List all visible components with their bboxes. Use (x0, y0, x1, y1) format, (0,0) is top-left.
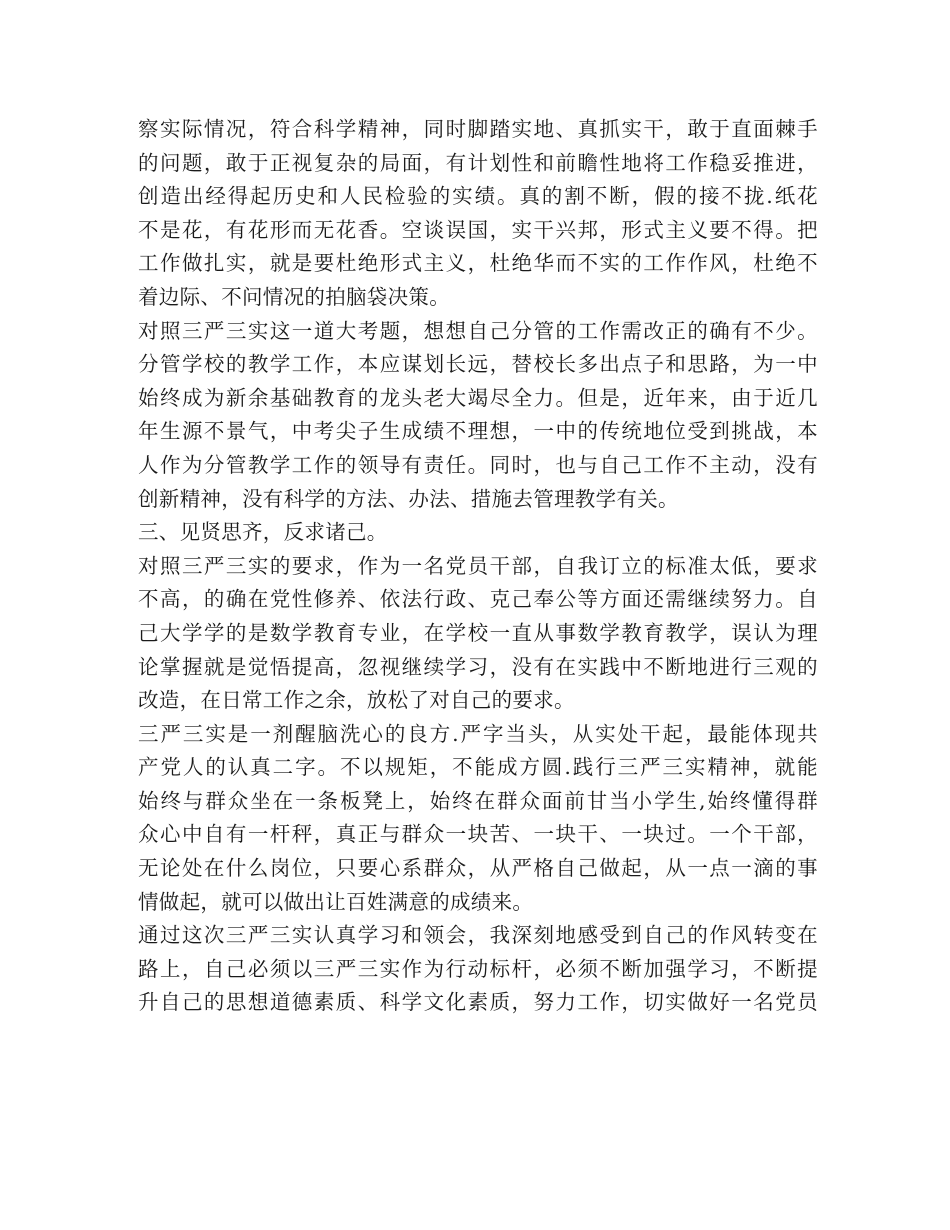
text-line: 改造，在日常工作之余，放松了对自己的要求。 (138, 688, 575, 713)
text-line: 通过这次三严三实认真学习和领会，我深刻地感受到自己的作风转变在 (138, 923, 818, 948)
document-body-text (138, 113, 818, 1020)
text-line: 情做起，就可以做出让百姓满意的成绩来。 (138, 889, 534, 914)
text-line: 分管学校的教学工作，本应谋划长远，替校长多出点子和思路，为一中 (138, 352, 818, 377)
text-line: 路上，自己必须以三严三实作为行动标杆，必须不断加强学习，不断提 (138, 956, 818, 981)
document-page (138, 113, 818, 1020)
text-line: 三、见贤思齐，反求诸己。 (138, 520, 388, 545)
text-line: 三严三实是一剂醒脑洗心的良方.严字当头，从实处干起，最能体现共 (138, 721, 818, 746)
text-line: 年生源不景气，中考尖子生成绩不理想，一中的传统地位受到挑战，本 (138, 419, 818, 444)
text-line: 己大学学的是数学教育专业，在学校一直从事数学教育教学，误认为理 (138, 620, 818, 645)
text-line: 创造出经得起历史和人民检验的实绩。真的割不断，假的接不拢.纸花 (138, 184, 818, 209)
text-line: 察实际情况，符合科学精神，同时脚踏实地、真抓实干，敢于直面棘手 (138, 117, 818, 141)
text-line: 对照三严三实这一道大考题，想想自己分管的工作需改正的确有不少。 (138, 318, 818, 343)
text-line: 对照三严三实的要求，作为一名党员干部，自我订立的标准太低，要求 (138, 553, 818, 578)
text-line: 创新精神，没有科学的方法、办法、措施去管理教学有关。 (138, 486, 679, 511)
text-line: 的问题，敢于正视复杂的局面，有计划性和前瞻性地将工作稳妥推进， (138, 150, 818, 175)
text-line: 人作为分管教学工作的领导有责任。同时，也与自己工作不主动，没有 (138, 452, 818, 477)
text-line: 产党人的认真二字。不以规矩，不能成方圆.践行三严三实精神，就能 (138, 755, 818, 780)
text-line: 不是花，有花形而无花香。空谈误国，实干兴邦，形式主义要不得。把 (138, 217, 818, 242)
text-line: 始终成为新余基础教育的龙头老大竭尽全力。但是，近年来，由于近几 (138, 385, 818, 410)
text-line: 众心中自有一杆秤，真正与群众一块苦、一块干、一块过。一个干部， (138, 822, 818, 847)
text-line: 不高，的确在党性修养、依法行政、克己奉公等方面还需继续努力。自 (138, 587, 818, 612)
text-line: 升自己的思想道德素质、科学文化素质，努力工作，切实做好一名党员 (138, 990, 818, 1015)
text-line: 论掌握就是觉悟提高，忽视继续学习，没有在实践中不断地进行三观的 (138, 654, 818, 679)
text-line: 始终与群众坐在一条板凳上，始终在群众面前甘当小学生,始终懂得群 (138, 788, 818, 813)
text-line: 工作做扎实，就是要杜绝形式主义，杜绝华而不实的工作作风，杜绝不 (138, 251, 818, 276)
text-line: 无论处在什么岗位，只要心系群众，从严格自己做起，从一点一滴的事 (138, 856, 818, 881)
text-line: 着边际、不问情况的拍脑袋决策。 (138, 284, 450, 309)
